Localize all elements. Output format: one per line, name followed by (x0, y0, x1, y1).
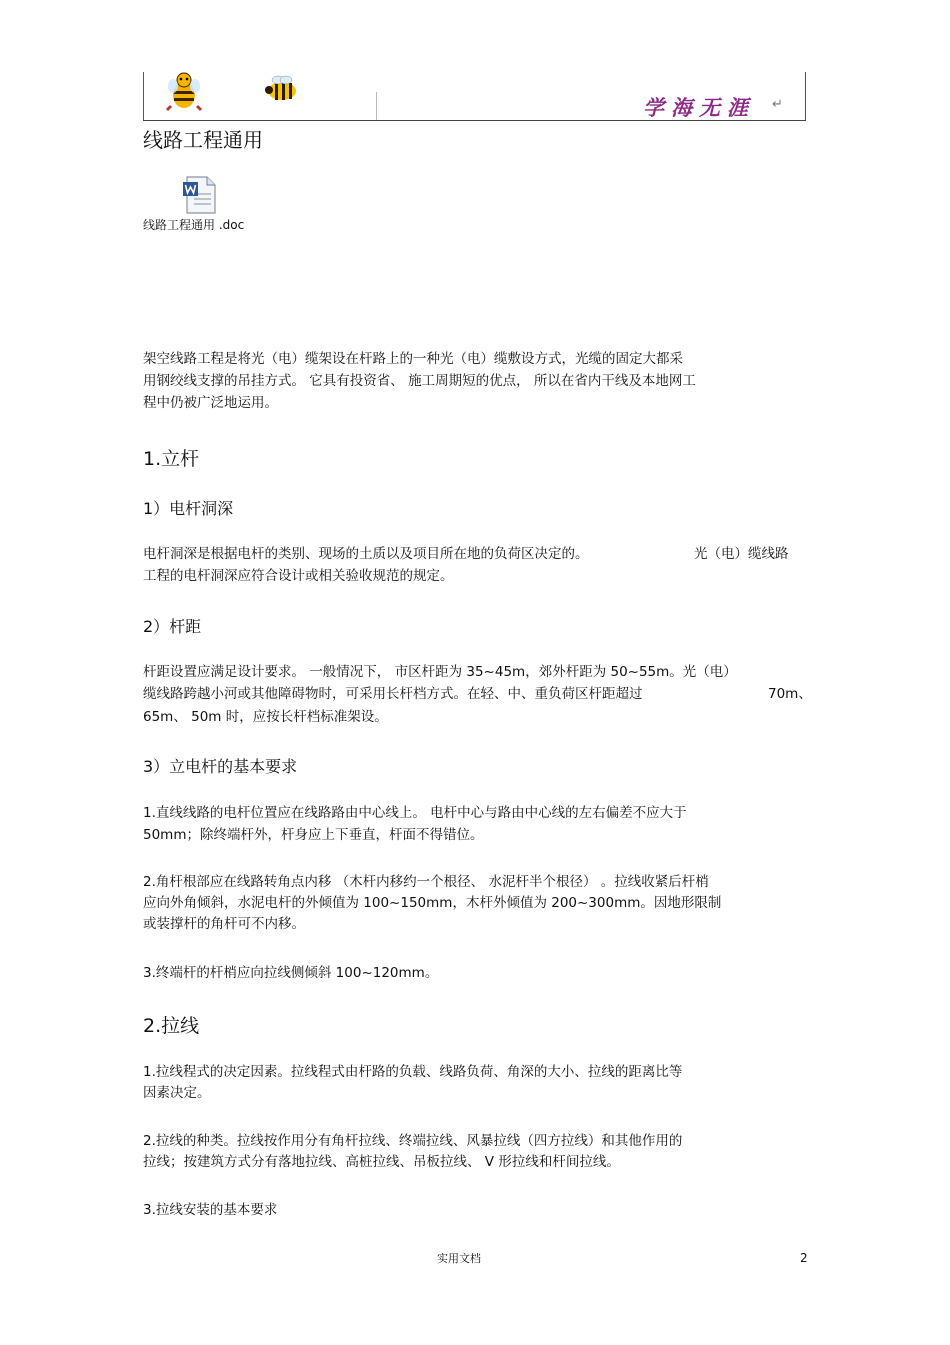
req-2-line-2: 应向外角倾斜，水泥电杆的外倾值为 100~150mm，木杆外倾值为 200~300mm。因地形限制 (143, 895, 722, 911)
guy-2-line-2: 拉线；按建筑方式分有落地拉线、高桩拉线、吊板拉线、 V 形拉线和杆间拉线。 (143, 1154, 620, 1170)
pole-depth-line-2: 工程的电杆洞深应符合设计或相关验收规范的规定。 (143, 568, 454, 584)
word-doc-icon[interactable] (182, 176, 218, 214)
header-rule-left (143, 72, 144, 120)
header-brand-logo: 学海无涯 (643, 95, 755, 120)
guy-1-line-2: 因素决定。 (143, 1085, 211, 1101)
section-heading-1: 1.立杆 (143, 448, 200, 470)
subheading-pole-hole-depth: 1）电杆洞深 (143, 499, 234, 518)
page-number: 2 (800, 1251, 808, 1265)
pole-spacing-line-2b: 70m、 (768, 686, 812, 702)
guy-1-line-1: 1.拉线程式的决定因素。拉线程式由杆路的负载、线路负荷、角深的大小、拉线的距离比等 (143, 1064, 683, 1080)
pole-spacing-line-3: 65m、 50m 时，应按长杆档标准架设。 (143, 709, 388, 725)
paragraph-mark: ↵ (772, 97, 783, 112)
intro-line-1: 架空线路工程是将光（电）缆架设在杆路上的一种光（电）缆敷设方式，光缆的固定大都采 (143, 351, 683, 367)
req-1-line-1: 1.直线线路的电杆位置应在线路路由中心线上。 电杆中心与路由中心线的左右偏差不应大于 (143, 805, 687, 821)
req-2-line-1: 2.角杆根部应在线路转角点内移 （木杆内移约一个根径、 水泥杆半个根径） 。拉线收紧后杆梢 (143, 874, 709, 890)
req-1-line-2: 50mm；除终端杆外，杆身应上下垂直，杆面不得错位。 (143, 827, 484, 843)
section-heading-2: 2.拉线 (143, 1015, 200, 1037)
subheading-pole-requirements: 3）立电杆的基本要求 (143, 757, 298, 776)
intro-line-3: 程中仍被广泛地运用。 (143, 395, 278, 411)
footer-label: 实用文档 (437, 1252, 481, 1265)
header-rule-mid (376, 92, 377, 120)
header-rule-right (805, 72, 806, 120)
bee-icon (264, 74, 300, 104)
pole-spacing-line-2: 缆线路跨越小河或其他障碍物时，可采用长杆档方式。在轻、中、重负荷区杆距超过 (143, 686, 643, 702)
attachment-filename[interactable]: 线路工程通用 .doc (143, 218, 245, 232)
pole-spacing-line-1: 杆距设置应满足设计要求。 一般情况下， 市区杆距为 35~45m，郊外杆距为 50~55m。光（电） (143, 664, 737, 680)
intro-line-2: 用钢绞线支撑的吊挂方式。 它具有投资省、 施工周期短的优点， 所以在省内干线及本地网工 (143, 373, 696, 389)
document-title: 线路工程通用 (143, 128, 263, 152)
bee-cartoon-icon (163, 70, 205, 112)
guy-3-line-1: 3.拉线安装的基本要求 (143, 1202, 278, 1218)
subheading-pole-spacing: 2）杆距 (143, 617, 202, 636)
guy-2-line-1: 2.拉线的种类。拉线按作用分有角杆拉线、终端拉线、风暴拉线（四方拉线）和其他作用的 (143, 1133, 683, 1149)
pole-depth-line-1b: 光（电）缆线路 (694, 546, 789, 562)
req-3-line-1: 3.终端杆的杆梢应向拉线侧倾斜 100~120mm。 (143, 965, 439, 981)
pole-depth-line-1: 电杆洞深是根据电杆的类别、现场的土质以及项目所在地的负荷区决定的。 (143, 546, 589, 562)
req-2-line-3: 或装撑杆的角杆可不内移。 (143, 916, 305, 932)
